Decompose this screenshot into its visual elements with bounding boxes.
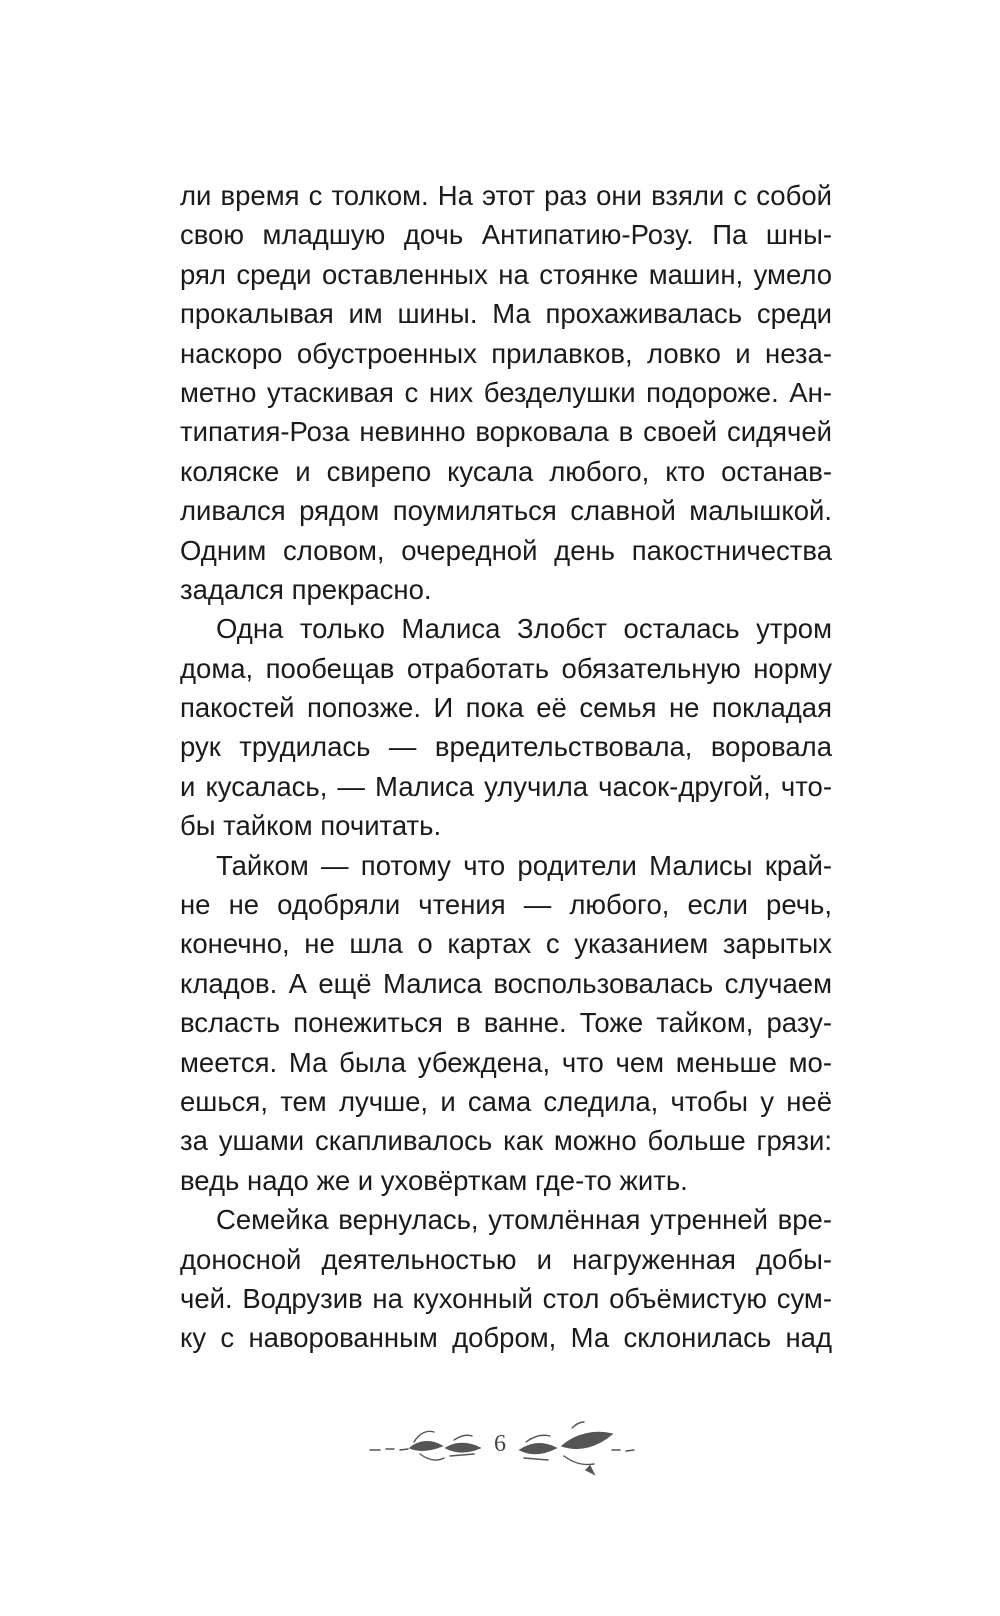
- text-line: ливался рядом поумиляться славной малышкой.: [180, 495, 832, 527]
- text-line: типатия-Роза невинно ворковала в своей сидячей: [180, 416, 832, 448]
- text-line: дома, пообещав отработать обязательную норму: [180, 652, 832, 684]
- text-line: пакостей попозже. И пока её семья не покладая: [180, 692, 832, 724]
- text-line: кладов. А ещё Малиса воспользовалась случаем: [180, 967, 832, 999]
- text-line: ведь надо же и уховёрткам где-то жить.: [180, 1164, 688, 1196]
- body-text: [180, 176, 832, 1358]
- text-line: доносной деятельностью и нагруженная добы-: [180, 1243, 832, 1275]
- text-line: ешься, тем лучше, и сама следила, чтобы у неё: [180, 1085, 832, 1117]
- page-number: 6: [494, 1431, 506, 1457]
- text-line: и кусалась, — Малиса улучила часок-другой, что-: [180, 770, 832, 802]
- text-line: Одним словом, очередной день пакостничества: [180, 534, 832, 566]
- text-line: ку с наворованным добром, Ма склонилась над: [180, 1322, 832, 1354]
- text-line: за ушами скапливалось как можно больше грязи:: [180, 1125, 832, 1157]
- text-line: метно утаскивая с них безделушки подороже. Ан-: [180, 376, 832, 408]
- text-line: прокалывая им шины. Ма прохаживалась среди: [180, 298, 832, 330]
- text-line: задался прекрасно.: [180, 573, 432, 605]
- text-line: ли время с толком. На этот раз они взяли с собой: [180, 180, 832, 211]
- text-line: коляске и свирепо кусала любого, кто останав-: [180, 455, 832, 487]
- text-line: конечно, не шла о картах с указанием зарытых: [180, 928, 832, 960]
- text-line: рял среди оставленных на стоянке машин, умело: [180, 258, 832, 290]
- text-line: свою младшую дочь Антипатию-Розу. Па шны-: [180, 219, 832, 251]
- text-line: всласть понежиться в ванне. Тоже тайком, разу-: [180, 1007, 832, 1039]
- text-line: наскоро обустроенных прилавков, ловко и неза-: [180, 337, 832, 369]
- text-line: Одна только Малиса Злобст осталась утром: [216, 613, 832, 645]
- text-line: рук трудилась — вредительствовала, воровала: [180, 731, 832, 763]
- text-line: чей. Водрузив на кухонный стол объёмистую сум-: [180, 1282, 832, 1314]
- text-line: бы тайком почитать.: [180, 810, 442, 842]
- text-line: Семейка вернулась, утомлённая утренней вре-: [216, 1204, 832, 1236]
- text-line: не не одобряли чтения — любого, если речь,: [180, 889, 832, 921]
- text-line: Тайком — потому что родители Малисы край-: [216, 849, 832, 881]
- text-line: меется. Ма была убеждена, что чем меньше мо-: [180, 1046, 832, 1078]
